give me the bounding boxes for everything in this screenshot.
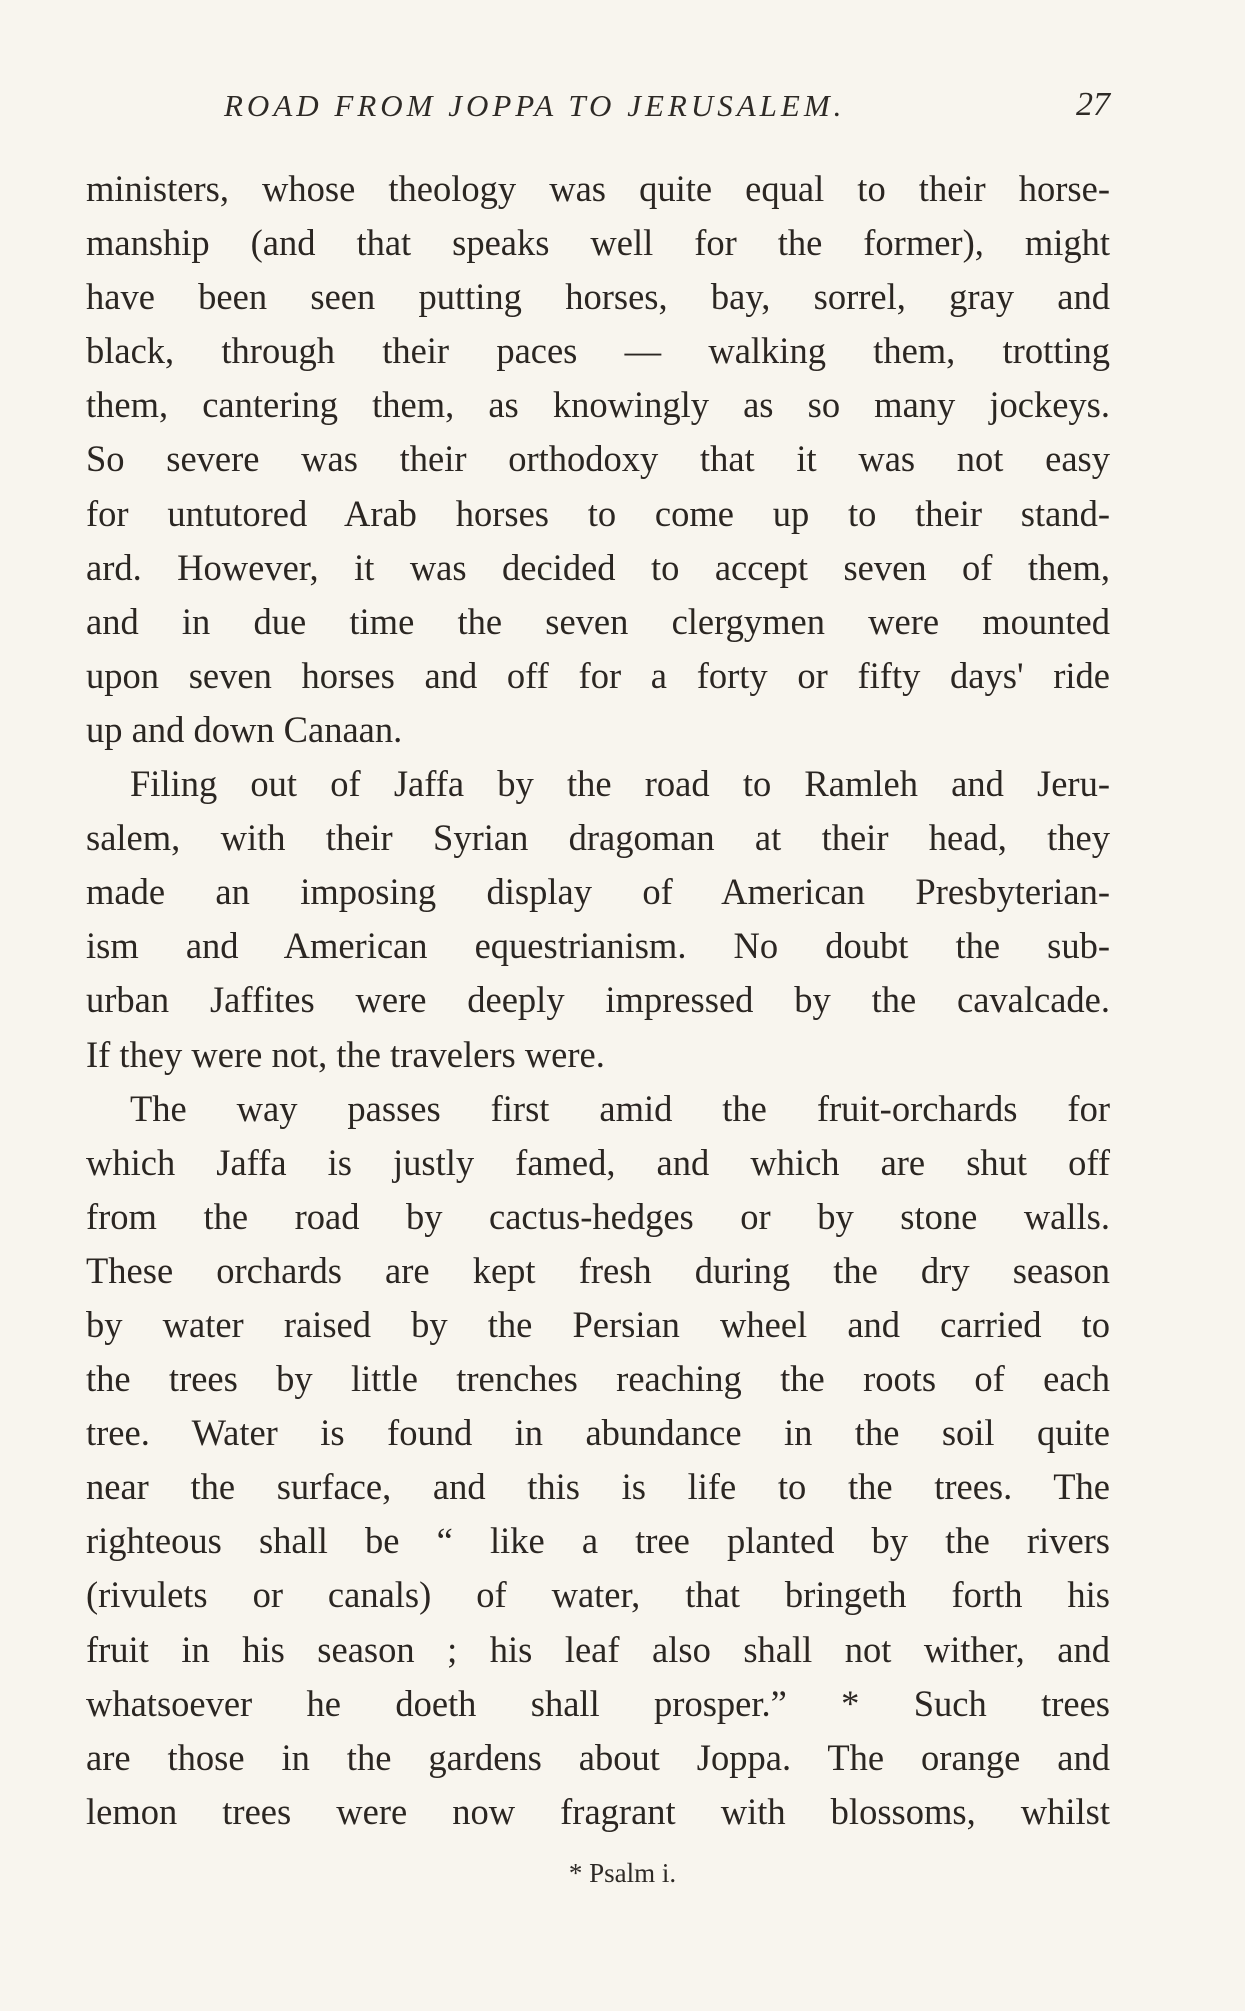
- text-line: made an imposing display of American Presbyterian-: [86, 871, 1110, 913]
- text-line: which Jaffa is justly famed, and which are shut off: [86, 1141, 1110, 1183]
- running-head: [86, 88, 1110, 134]
- running-title: ROAD FROM JOPPA TO JERUSALEM.: [224, 88, 846, 123]
- text-line: urban Jaffites were deeply impressed by the cavalcade.: [86, 979, 1110, 1021]
- text-line: up and down Canaan.: [86, 708, 403, 750]
- text-line: lemon trees were now fragrant with blossoms, whilst: [86, 1790, 1110, 1832]
- text-line: upon seven horses and off for a forty or fifty days' ride: [86, 654, 1110, 696]
- text-line: near the surface, and this is life to the trees. The: [86, 1466, 1110, 1508]
- page-number: 27: [1076, 86, 1110, 123]
- text-line: manship (and that speaks well for the former), might: [86, 222, 1110, 264]
- text-line: them, cantering them, as knowingly as so many jockeys.: [86, 384, 1110, 426]
- text-line: salem, with their Syrian dragoman at their head, they: [86, 817, 1110, 859]
- text-line: from the road by cactus-hedges or by stone walls.: [86, 1195, 1110, 1237]
- text-line: fruit in his season ; his leaf also shall not wither, and: [86, 1628, 1110, 1670]
- text-line: have been seen putting horses, bay, sorrel, gray and: [86, 276, 1110, 318]
- text-line: So severe was their orthodoxy that it was not easy: [86, 438, 1110, 480]
- text-line: for untutored Arab horses to come up to their stand-: [86, 492, 1110, 534]
- text-line: If they were not, the travelers were.: [86, 1033, 605, 1075]
- text-line: The way passes first amid the fruit-orchards for: [130, 1087, 1110, 1129]
- text-line: by water raised by the Persian wheel and carried to: [86, 1303, 1110, 1345]
- text-line: whatsoever he doeth shall prosper.” * Such trees: [86, 1682, 1110, 1724]
- text-line: the trees by little trenches reaching the roots of each: [86, 1358, 1110, 1400]
- text-line: and in due time the seven clergymen were mounted: [86, 600, 1110, 642]
- text-line: are those in the gardens about Joppa. The orange and: [86, 1736, 1110, 1778]
- body-text: [86, 162, 1110, 1839]
- footnote: * Psalm i.: [568, 1858, 677, 1888]
- text-line: Filing out of Jaffa by the road to Ramleh and Jeru-: [130, 763, 1110, 805]
- text-line: ard. However, it was decided to accept seven of them,: [86, 546, 1110, 588]
- text-line: These orchards are kept fresh during the dry season: [86, 1249, 1110, 1291]
- text-line: ministers, whose theology was quite equal to their horse-: [86, 168, 1110, 209]
- text-line: black, through their paces — walking them, trotting: [86, 330, 1110, 372]
- text-line: righteous shall be “ like a tree planted by the rivers: [86, 1520, 1110, 1562]
- text-line: ism and American equestrianism. No doubt the sub-: [86, 925, 1110, 967]
- text-line: (rivulets or canals) of water, that bringeth forth his: [86, 1574, 1110, 1616]
- text-line: tree. Water is found in abundance in the soil quite: [86, 1412, 1110, 1454]
